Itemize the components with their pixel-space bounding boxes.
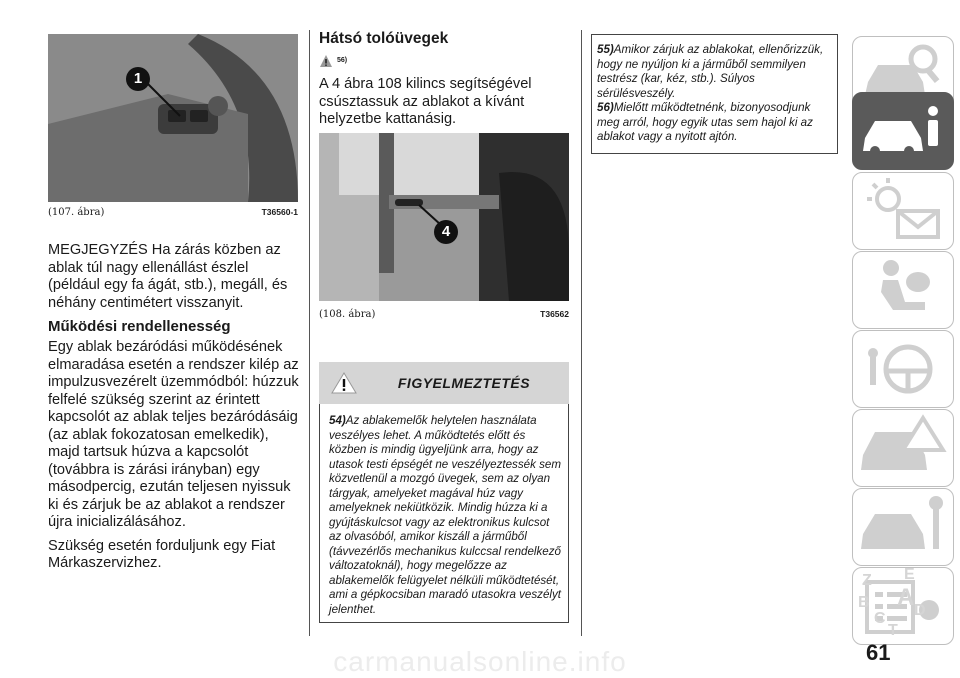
reference-row (319, 52, 571, 70)
tab-airbag-seat[interactable] (852, 251, 954, 329)
figure-marker: 1 (126, 67, 150, 91)
warning-triangle-icon (331, 372, 357, 394)
car-service-icon (853, 489, 953, 565)
figure-number: (107. ábra) (48, 207, 105, 218)
note-number: 56) (597, 101, 614, 114)
warning-reference: 56) (337, 56, 348, 64)
index-letter: A (897, 584, 915, 611)
window-switch-illustration (48, 34, 298, 202)
figure-number: (108. ábra) (319, 309, 376, 320)
airbag-seat-icon (853, 252, 953, 328)
body-paragraph: Szükség esetén forduljunk egy Fiat Márkaszervizhez. (48, 537, 276, 571)
tab-warning-lights[interactable] (852, 172, 954, 250)
body-paragraph: A 4 ábra 108 kilincs segítségével csúsztassuk az ablakot a kívánt helyzetbe kattanásig. (319, 76, 532, 127)
figure-caption (319, 309, 569, 320)
note-body: Mielőtt működtetnénk, bizonyosodjunk meg arról, hogy egyik utas sem hajol ki az ablakot vagy a nyitott ajtón. (597, 101, 813, 143)
tab-car-service[interactable] (852, 488, 954, 566)
index-letter: B (858, 594, 870, 611)
index-letter: E (904, 566, 915, 583)
window-switch-photo (48, 34, 298, 202)
warning-number: 54) (329, 414, 346, 427)
figure-caption (48, 207, 298, 218)
left-column (48, 242, 300, 579)
alphabetical-index-icon (852, 565, 952, 637)
column-divider (309, 30, 310, 636)
tab-car-warning[interactable] (852, 409, 954, 487)
tab-car-info[interactable] (852, 92, 954, 170)
warning-icon (319, 54, 333, 68)
middle-column (319, 30, 571, 135)
note-paragraph: MEGJEGYZÉS Ha zárás közben az ablak túl nagy ellenállást észlel (például egy fa ágát, stb.), megáll, és néhány centimétert visszanyit. (48, 242, 288, 311)
tab-alphabetical-index[interactable] (852, 565, 952, 637)
car-warning-icon (853, 410, 953, 486)
index-letter: Z (862, 572, 872, 589)
car-info-icon (853, 93, 953, 169)
notes-box (591, 34, 838, 154)
section-heading: Hátsó tolóüvegek (319, 30, 449, 47)
note-number: 55) (597, 43, 614, 56)
figure-marker: 4 (434, 220, 458, 244)
index-letter: T (888, 622, 898, 637)
figure-code: T36560-1 (261, 207, 298, 217)
warning-header (319, 362, 569, 404)
rear-window-illustration (319, 133, 569, 301)
warning-box (319, 404, 569, 623)
index-letter: C (874, 610, 886, 627)
figure-code: T36562 (540, 309, 569, 319)
note-text (592, 35, 837, 145)
warning-title: FIGYELMEZTETÉS (397, 375, 531, 391)
section-heading: Működési rendellenesség (48, 318, 231, 335)
note-body: Amikor zárjuk az ablakokat, ellenőrizzük, hogy ne nyúljon ki a járműből semmilyen testrész (kar, kéz, stb.). Súlyos sérülésveszély. (597, 43, 824, 100)
warning-text (320, 404, 568, 617)
index-letter: D (914, 602, 926, 619)
column-divider (581, 30, 582, 636)
steering-wheel-icon (853, 331, 953, 407)
body-paragraph: Egy ablak bezáródási működésének elmaradása esetén a rendszer kilép az impulzusvezérelt üzemmódból: húzzuk felfelé szükség szerint az érintett kapcsolót az ablak teljes bezáródásáig (az ablak fokozatosan emelkedik), majd tartsuk húzva a kapcsolót (továbbra is zárási irányban) egy másodpercig, ezután teljesen nyissuk ki és zárjuk be az ablakot a rendszer újra inicializálásához. (48, 339, 299, 530)
tab-steering-wheel[interactable] (852, 330, 954, 408)
warning-body: Az ablakemelők helytelen használata veszélyes lehet. A működtetés előtt és közben is mindig ügyeljünk arra, hogy az utasok testi épségét ne veszélyeztessék sem közvetlenül a mozgó üvegek, sem az olyan tárgyak, amelyeket magával húz vagy amelyeknek nekiütközik. Mindig húzza ki a gyújtáskulcsot vagy az elektronikus kulcsot az olvasóból, amikor kiszáll a járműből (távvezérlős mechanikus kulccsal rendelkező változatoknál), hogy megelőzze az ablakemelők felügyelet nélküli működtetését, ami a gépkocsiban maradó utasokra veszélyt jelenthet. (329, 414, 561, 616)
page-number: 61 (866, 640, 891, 665)
warning-lights-icon (853, 173, 953, 249)
watermark: carmanualsonline.info (333, 646, 627, 677)
rear-window-photo (319, 133, 569, 301)
